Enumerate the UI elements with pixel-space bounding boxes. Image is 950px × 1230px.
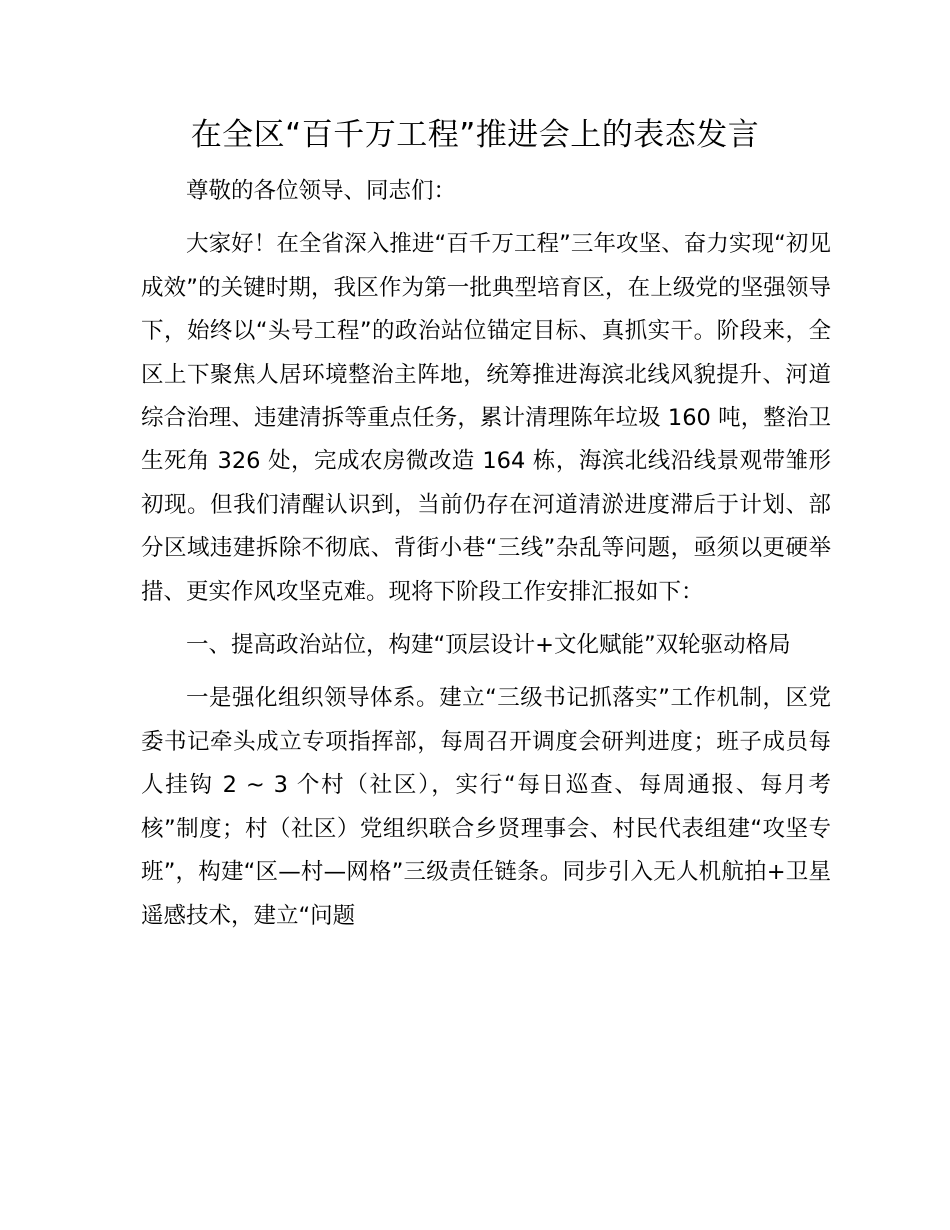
document-title: 在全区“百千万工程”推进会上的表态发言 bbox=[190, 117, 760, 153]
paragraph-intro: 大家好！在全省深入推进“百千万工程”三年攻坚、奋力实现“初见成效”的关键时期，我区作为第一批典型培育区，在上级党的坚强领导下，始终以“头号工程”的政治站位锚定目标、真抓实干。阶段来，全区上下聚焦人居环境整治主阵地，统筹推进海滨北线风貌提升、河道综合治理、违建清拆等重点任务，累计清理陈年垃圾 160 吨，整治卫生死角 326 处，完成农房微改造 164 栋，海滨北线沿线景观带雏形初现。但我们清醒认识到，当前仍存在河道清淤进度滞后于计划、部分区域违建拆除不彻底、背街小巷“三线”杂乱等问题，亟须以更硬举措、更实作风攻坚克难。现将下阶段工作安排汇报如下： bbox=[141, 231, 831, 605]
section-heading-1: 一、提高政治站位，构建“顶层设计+文化赋能”双轮驱动格局 bbox=[186, 632, 791, 659]
salutation: 尊敬的各位领导、同志们： bbox=[186, 178, 457, 204]
document-body bbox=[141, 170, 831, 948]
paragraph-organization: 一是强化组织领导体系。建立“三级书记抓落实”工作机制，区党委书记牵头成立专项指挥部，每周召开调度会研判进度；班子成员每人挂钩 2 ~ 3 个村（社区），实行“每日巡查、每周通报、每月考核”制度；村（社区）党组织联合乡贤理事会、村民代表组建“攻坚专班”，构建“区—村—网格”三级责任链条。同步引入无人机航拍+卫星遥感技术，建立“问题 bbox=[141, 685, 831, 929]
